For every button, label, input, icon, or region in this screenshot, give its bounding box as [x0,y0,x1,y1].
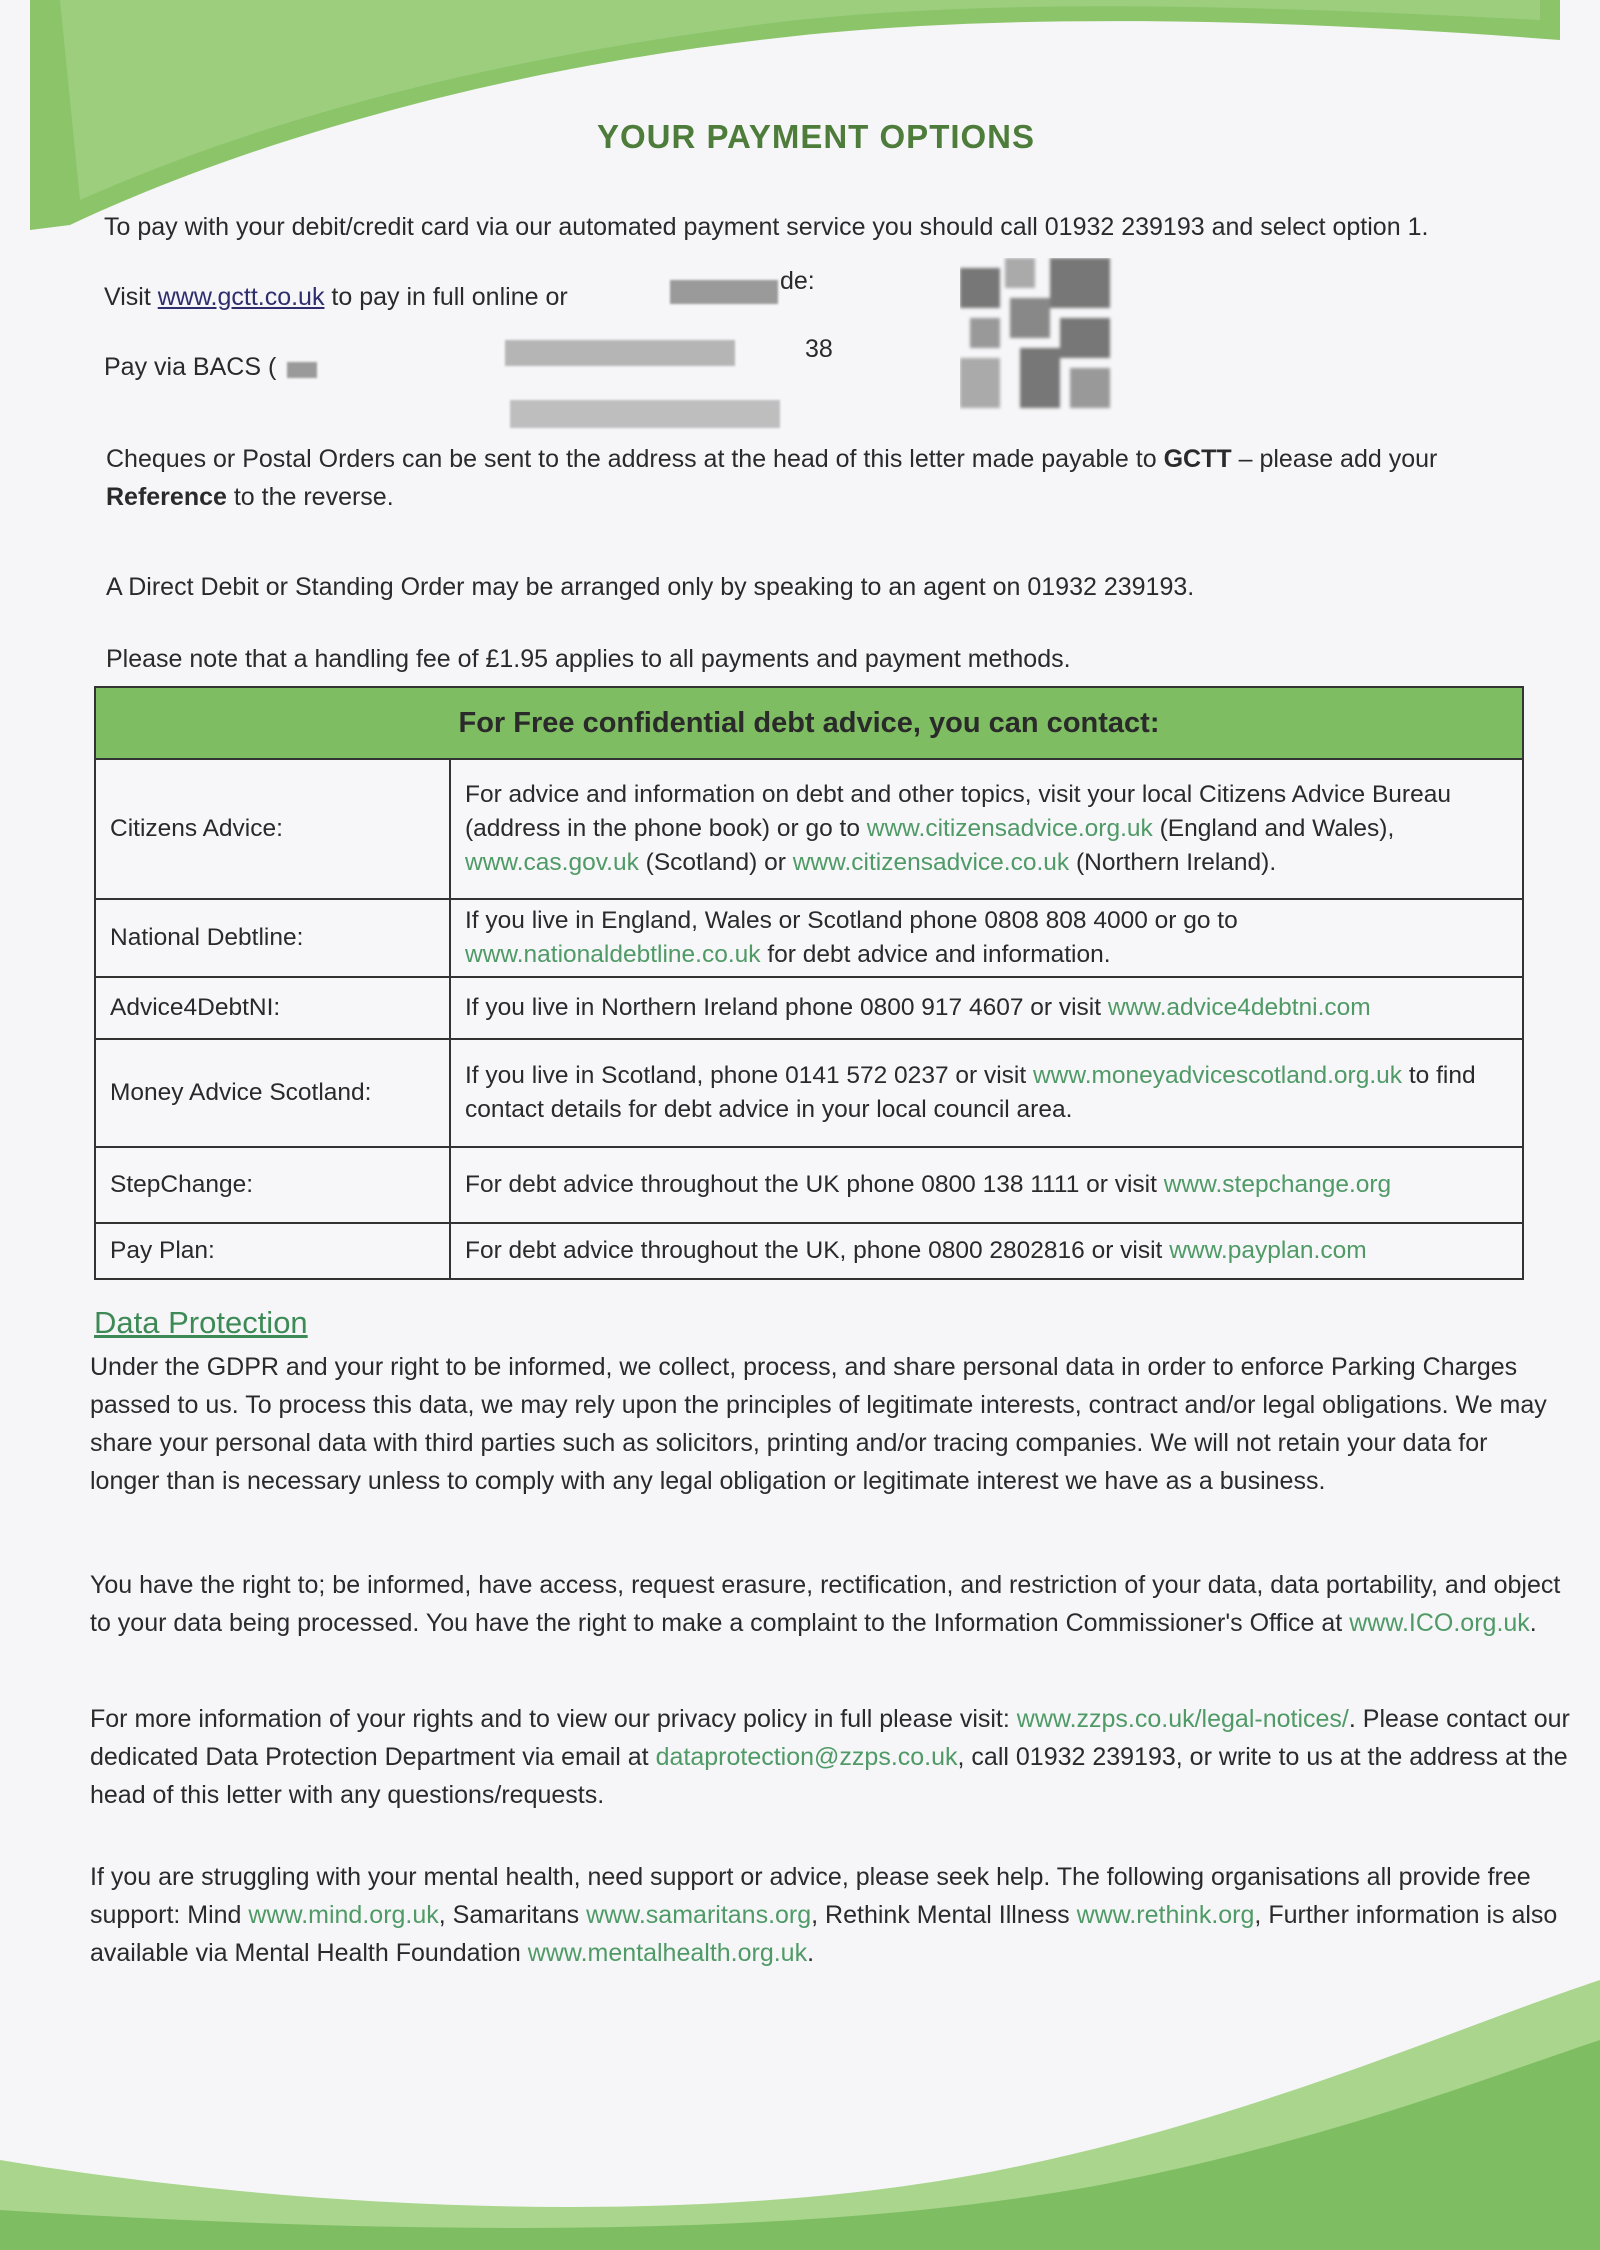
visit-line-tail: de: [780,267,815,295]
visit-line: Visit www.gctt.co.uk to pay in full online or [104,283,568,311]
org-name: Advice4DebtNI: [95,977,450,1039]
data-protection-para-2: You have the right to; be informed, have access, request erasure, rectification, and restriction of your data, data portability, and object to your data being processed. You have the right to make a complaint to the Information Commissioner's Office at www.ICO.org.uk. [90,1571,1561,1637]
ico-link[interactable]: www.ICO.org.uk [1349,1609,1530,1637]
card-payment-line: To pay with your debit/credit card via our automated payment service you should call 01932 239193 and select option 1. [104,213,1429,241]
table-row [95,899,1523,977]
org-name: Citizens Advice: [95,759,450,899]
handling-fee-line: Please note that a handling fee of £1.95 applies to all payments and payment methods. [106,645,1071,673]
org-details: If you live in Scotland, phone 0141 572 0237 or visit www.moneyadvicescotland.org.uk to find contact details for debt advice in your local council area. [450,1039,1523,1147]
org-details: For debt advice throughout the UK phone 0800 138 1111 or visit www.stepchange.org [450,1147,1523,1223]
debt-advice-heading: For Free confidential debt advice, you can contact: [95,687,1523,759]
citizensadvice-ni-link[interactable]: www.citizensadvice.co.uk [792,849,1070,876]
data-protection-para-4: If you are struggling with your mental health, need support or advice, please seek help. The following organisations all provide free support: Mind www.mind.org.uk, Samaritans www.samaritans.org, Rethink Mental Illness www.rethink.org, Further information is also available via Mental Health Foundation www.mentalhealth.org.uk. [90,1863,1558,1967]
org-details: For debt advice throughout the UK, phone 0800 2802816 or visit www.payplan.com [450,1223,1523,1279]
table-row [95,1147,1523,1223]
gctt-link[interactable]: www.gctt.co.uk [157,283,325,311]
page-title: YOUR PAYMENT OPTIONS [596,118,1036,155]
qr-code-redacted [960,258,1120,413]
bacs-line: Pay via BACS ( [104,353,277,381]
nationaldebtline-link[interactable]: www.nationaldebtline.co.uk [465,941,761,968]
bacs-line-tail: 38 [805,335,833,363]
org-name: StepChange: [95,1147,450,1223]
table-row [95,977,1523,1039]
org-details: If you live in England, Wales or Scotland phone 0808 808 4000 or go to www.nationaldebtline.co.uk for debt advice and information. [450,899,1523,977]
payplan-link[interactable]: www.payplan.com [1169,1237,1367,1264]
data-protection-para-3: For more information of your rights and to view our privacy policy in full please visit: www.zzps.co.uk/legal-notices/. Please contact our dedicated Data Protection Department via email at dataprotection@zzps.co.uk, call 01932 239193, or write to us at the address at the head of this letter with any questions/requests. [90,1705,1570,1809]
org-name: Money Advice Scotland: [95,1039,450,1147]
data-protection-heading: Data Protection [94,1305,308,1340]
samaritans-link[interactable]: www.samaritans.org [586,1901,812,1929]
org-name: Pay Plan: [95,1223,450,1279]
mentalhealth-link[interactable]: www.mentalhealth.org.uk [527,1939,808,1967]
dataprotection-email-link[interactable]: dataprotection@zzps.co.uk [655,1743,958,1771]
org-name: National Debtline: [95,899,450,977]
redacted-block [670,280,778,304]
debt-advice-table [94,686,1524,1280]
direct-debit-line: A Direct Debit or Standing Order may be arranged only by speaking to an agent on 01932 239193. [106,573,1195,601]
redacted-block [505,340,735,366]
redacted-block [287,362,317,378]
citizensadvice-link[interactable]: www.citizensadvice.org.uk [866,815,1153,842]
moneyadvicescotland-link[interactable]: www.moneyadvicescotland.org.uk [1032,1062,1403,1089]
cas-link[interactable]: www.cas.gov.uk [465,849,639,876]
redacted-block [510,400,780,428]
zzps-legal-link[interactable]: www.zzps.co.uk/legal-notices/ [1016,1705,1349,1733]
stepchange-link[interactable]: www.stepchange.org [1163,1171,1392,1198]
table-row [95,1039,1523,1147]
footer-wave-decoration [0,1970,1600,2250]
table-row [95,759,1523,899]
data-protection-para-1: Under the GDPR and your right to be informed, we collect, process, and share personal data in order to enforce Parking Charges passed to us. To process this data, we may rely upon the principles of legitimate interests, contract and/or legal obligations. We may share your personal data with third parties such as solicitors, printing and/or tracing companies. We will not retain your data for longer than is necessary unless to comply with any legal obligation or legitimate interest we have as a business. [90,1353,1547,1495]
org-details: For advice and information on debt and other topics, visit your local Citizens Advice Bureau (address in the phone book) or go to www.citizensadvice.org.uk (England and Wales), www.cas.gov.uk (Scotland) or www.citizensadvice.co.uk (Northern Ireland). [450,759,1523,899]
table-row [95,1223,1523,1279]
advice4debtni-link[interactable]: www.advice4debtni.com [1107,994,1371,1021]
rethink-link[interactable]: www.rethink.org [1076,1901,1255,1929]
org-details: If you live in Northern Ireland phone 0800 917 4607 or visit www.advice4debtni.com [450,977,1523,1039]
cheques-line: Cheques or Postal Orders can be sent to the address at the head of this letter made payable to GCTT – please add your Reference to the reverse. [106,445,1438,511]
mind-link[interactable]: www.mind.org.uk [248,1901,439,1929]
